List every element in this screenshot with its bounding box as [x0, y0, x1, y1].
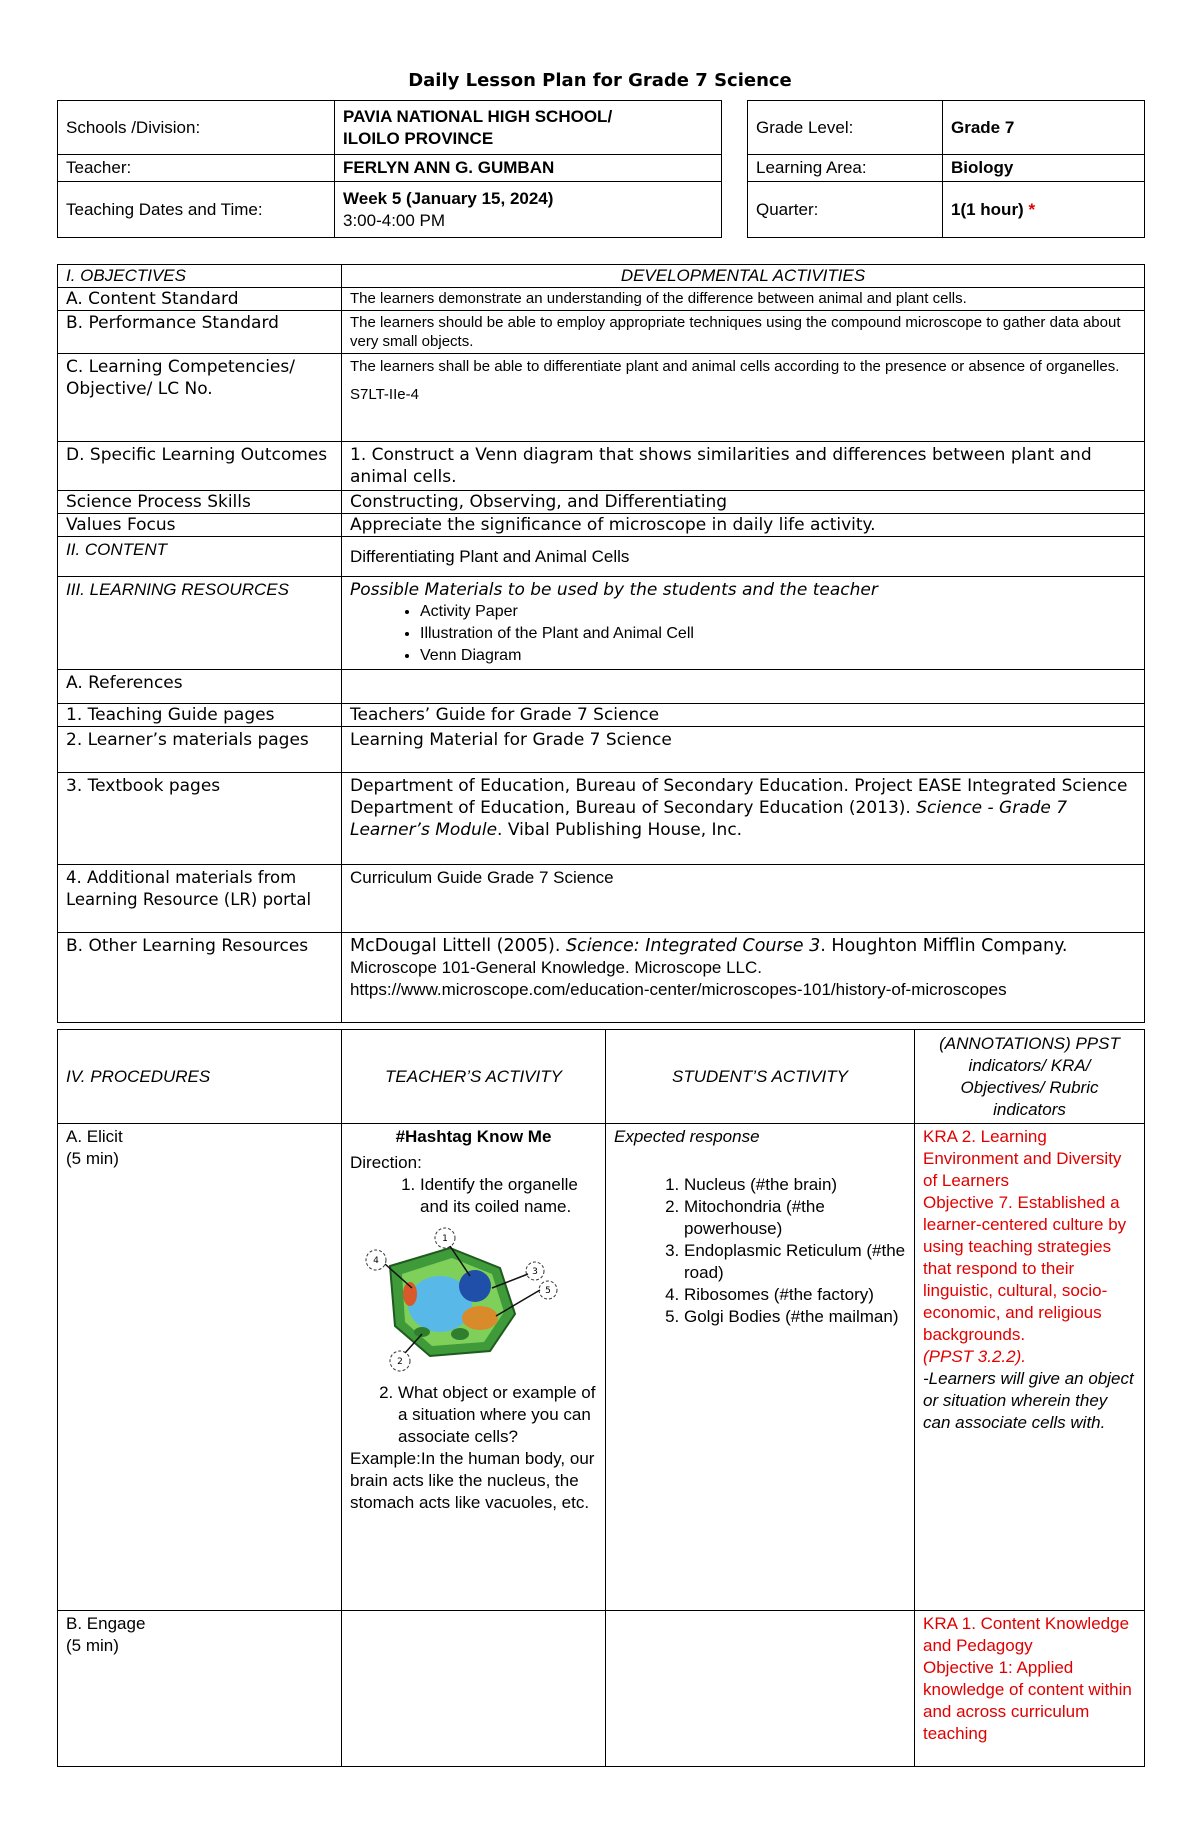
student-response: 2. Mitochondria (#the powerhouse) [684, 1196, 906, 1240]
add-label: 4. Additional materials from Learning Resource (LR) portal [58, 865, 342, 933]
sps-value: Constructing, Observing, and Differentiating [342, 491, 1145, 514]
lr-item: • Activity Paper [420, 601, 1136, 623]
lm-label: 2. Learner’s materials pages [58, 727, 342, 773]
elicit-step: 2. What object or example of a situation where you can associate cells? [398, 1382, 597, 1448]
elicit-label: A. Elicit (5 min) [58, 1124, 342, 1611]
content-value: Differentiating Plant and Animal Cells [342, 537, 1145, 577]
lr-label: III. LEARNING RESOURCES [58, 577, 342, 670]
lm-value: Learning Material for Grade 7 Science [342, 727, 1145, 773]
developmental-head: DEVELOPMENTAL ACTIVITIES [342, 265, 1145, 288]
diagram-label: 5 [545, 1286, 551, 1296]
perf-std-value: The learners should be able to employ appropriate techniques using the compound microscope to gather data about very small objects. [342, 311, 1145, 354]
perf-std-label: B. Performance Standard [58, 311, 342, 354]
plant-cell-diagram [350, 1226, 565, 1376]
tb-value: Department of Education, Bureau of Secondary Education. Project EASE Integrated Science Department of Education, Bureau of Secondary Education (2013). Science - Grade 7 Learner’s Module. Vibal Publishing House, Inc. [342, 773, 1145, 865]
annotations-head: (ANNOTATIONS) PPST indicators/ KRA/ Objectives/ Rubric indicators [915, 1030, 1145, 1124]
diagram-label: 1 [442, 1234, 448, 1244]
diagram-label: 3 [532, 1267, 538, 1277]
student-response: 1. Nucleus (#the brain) [684, 1174, 906, 1196]
other-value: McDougal Littell (2005). Science: Integrated Course 3. Houghton Mifflin Company. Microscope 101-General Knowledge. Microscope LLC. https://www.microscope.com/education-center/microscopes-101/history-of-microscopes [342, 933, 1145, 1023]
engage-label: B. Engage (5 min) [58, 1611, 342, 1767]
lc-label: C. Learning Competencies/ Objective/ LC No. [58, 354, 342, 442]
procedures-table [57, 1029, 1145, 1767]
values-label: Values Focus [58, 514, 342, 537]
sps-label: Science Process Skills [58, 491, 342, 514]
reference-url: https://www.microscope.com/education-center/microscopes-101/history-of-microscopes [350, 980, 1007, 999]
content-std-label: A. Content Standard [58, 288, 342, 311]
header-right-table [747, 100, 1145, 238]
values-value: Appreciate the significance of microscope in daily life activity. [342, 514, 1145, 537]
elicit-step: 1. Identify the organelle and its coiled name. [420, 1174, 597, 1218]
tg-label: 1. Teaching Guide pages [58, 704, 342, 727]
objectives-head: I. OBJECTIVES [58, 265, 342, 288]
ref-label: A. References [58, 670, 342, 704]
content-label: II. CONTENT [58, 537, 342, 577]
add-value: Curriculum Guide Grade 7 Science [342, 865, 1145, 933]
header-left-table [57, 100, 722, 238]
lr-list [350, 601, 1136, 667]
engage-student [606, 1611, 915, 1767]
area-value: Biology [943, 155, 1145, 182]
student-response: 5. Golgi Bodies (#the mailman) [684, 1306, 906, 1328]
quarter-value: 1(1 hour) * [943, 182, 1145, 238]
lc-value: The learners shall be able to differentiate plant and animal cells according to the presence or absence of organelles. S7LT-IIe-4 [342, 354, 1145, 442]
dates-value: Week 5 (January 15, 2024) 3:00-4:00 PM [335, 182, 722, 238]
lr-value: Possible Materials to be used by the students and the teacher • Activity Paper • Illustration of the Plant and Animal Cell • Venn Diagram [342, 577, 1145, 670]
quarter-label: Quarter: [748, 182, 943, 238]
elicit-annotation: KRA 2. Learning Environment and Diversity of Learners Objective 7. Established a learner-centered culture by using teaching strategies that respond to their linguistic, cultural, socio-economic, and religious backgrounds. (PPST 3.2.2). -Learners will give an object or situation wherein they can associate cells with. [915, 1124, 1145, 1611]
other-label: B. Other Learning Resources [58, 933, 342, 1023]
content-std-value: The learners demonstrate an understanding of the difference between animal and plant cells. [342, 288, 1145, 311]
teacher-label: Teacher: [58, 155, 335, 182]
lr-item: • Venn Diagram [420, 645, 1136, 667]
page-title: Daily Lesson Plan for Grade 7 Science [408, 70, 792, 91]
student-activity-head: STUDENT’S ACTIVITY [606, 1030, 915, 1124]
diagram-label: 2 [397, 1357, 403, 1367]
tb-label: 3. Textbook pages [58, 773, 342, 865]
slo-label: D. Specific Learning Outcomes [58, 442, 342, 491]
tg-value: Teachers’ Guide for Grade 7 Science [342, 704, 1145, 727]
teacher-value: FERLYN ANN G. GUMBAN [335, 155, 722, 182]
student-response: 3. Endoplasmic Reticulum (#the road) [684, 1240, 906, 1284]
dates-label: Teaching Dates and Time: [58, 182, 335, 238]
diagram-label: 4 [373, 1256, 379, 1266]
school-label: Schools /Division: [58, 101, 335, 155]
elicit-title: #Hashtag Know Me [395, 1127, 552, 1146]
lr-item: • Illustration of the Plant and Animal Cell [420, 623, 1136, 645]
objectives-table [57, 264, 1145, 1023]
elicit-student: Expected response 1. Nucleus (#the brain) 2. Mitochondria (#the powerhouse) 3. Endoplasmic Reticulum (#the road) 4. Ribosomes (#the factory) 5. Golgi Bodies (#the mailman) [606, 1124, 915, 1611]
elicit-teacher: #Hashtag Know Me Direction: 1. Identify the organelle and its coiled name. 1 2 3 4 5 2. What object or example of a situation where you can associate cells? Example:In the human body, our brain acts like the nucleus, the stomach acts like vacuoles, etc. [342, 1124, 606, 1611]
teacher-activity-head: TEACHER’S ACTIVITY [342, 1030, 606, 1124]
area-label: Learning Area: [748, 155, 943, 182]
elicit-example: Example:In the human body, our brain acts like the nucleus, the stomach acts like vacuoles, etc. [350, 1449, 595, 1512]
procedures-head: IV. PROCEDURES [58, 1030, 342, 1124]
slo-value: 1. Construct a Venn diagram that shows similarities and differences between plant and animal cells. [342, 442, 1145, 491]
student-response: 4. Ribosomes (#the factory) [684, 1284, 906, 1306]
grade-value: Grade 7 [943, 101, 1145, 155]
grade-label: Grade Level: [748, 101, 943, 155]
school-value: PAVIA NATIONAL HIGH SCHOOL/ ILOILO PROVINCE [335, 101, 722, 155]
engage-annotation: KRA 1. Content Knowledge and Pedagogy Objective 1: Applied knowledge of content within and across curriculum teaching [915, 1611, 1145, 1767]
ref-value [342, 670, 1145, 704]
engage-teacher [342, 1611, 606, 1767]
